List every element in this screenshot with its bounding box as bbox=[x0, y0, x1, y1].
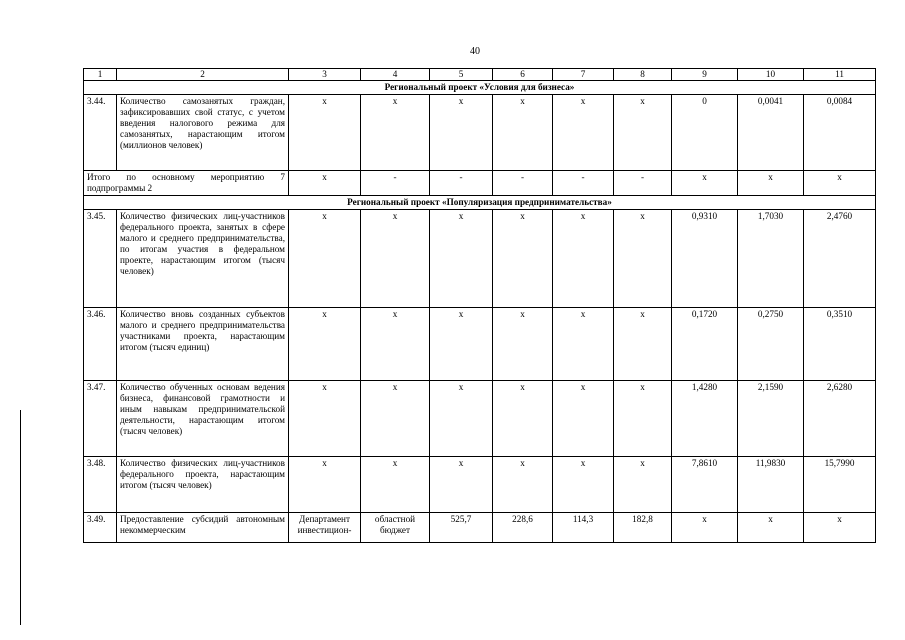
cell: - bbox=[430, 171, 493, 196]
cell: 2,4760 bbox=[804, 210, 876, 308]
cell: - bbox=[361, 171, 430, 196]
cell: х bbox=[430, 381, 493, 457]
section-title: Региональный проект «Условия для бизнеса» bbox=[84, 81, 876, 95]
cell: х bbox=[553, 381, 614, 457]
cell: х bbox=[804, 171, 876, 196]
cell: х bbox=[289, 457, 361, 513]
cell: 15,7990 bbox=[804, 457, 876, 513]
section-title: Региональный проект «Популяризация предпринимательства» bbox=[84, 196, 876, 210]
cell: 1,4280 bbox=[672, 381, 738, 457]
total-label: Итого по основному мероприятию 7 подпрограммы 2 bbox=[84, 171, 289, 196]
cell: х bbox=[614, 210, 672, 308]
cell: х bbox=[493, 308, 553, 381]
column-header: 11 bbox=[804, 69, 876, 81]
column-header: 6 bbox=[493, 69, 553, 81]
cell: 0,9310 bbox=[672, 210, 738, 308]
table-row bbox=[84, 457, 876, 513]
table-row bbox=[84, 95, 876, 171]
cell: х bbox=[493, 381, 553, 457]
cell: 11,9830 bbox=[738, 457, 804, 513]
row-number: 3.47. bbox=[84, 381, 117, 457]
section-row-popularization bbox=[84, 196, 876, 210]
indicator-name: Количество физических лиц-участников федерального проекта, нарастающим итогом (тысяч человек) bbox=[117, 457, 289, 513]
row-number: 3.45. bbox=[84, 210, 117, 308]
cell: х bbox=[361, 381, 430, 457]
cell: 0,0041 bbox=[738, 95, 804, 171]
cell: 2,1590 bbox=[738, 381, 804, 457]
cell: 0,1720 bbox=[672, 308, 738, 381]
cell: х bbox=[493, 457, 553, 513]
page-number: 40 bbox=[470, 46, 480, 57]
cell: х bbox=[553, 308, 614, 381]
row-number: 3.49. bbox=[84, 513, 117, 543]
total-row bbox=[84, 171, 876, 196]
cell: 525,7 bbox=[430, 513, 493, 543]
cell: х bbox=[614, 457, 672, 513]
cell: х bbox=[614, 95, 672, 171]
table-row bbox=[84, 210, 876, 308]
column-header: 4 bbox=[361, 69, 430, 81]
indicator-name: Количество физических лиц-участников федерального проекта, занятых в сфере малого и среднего предпринимательства, по итогам участия в федеральном проекте, нарастающим итогом (тысяч человек) bbox=[117, 210, 289, 308]
margin-line bbox=[20, 410, 21, 625]
cell: х bbox=[614, 308, 672, 381]
cell: 2,6280 bbox=[804, 381, 876, 457]
column-header: 3 bbox=[289, 69, 361, 81]
cell: х bbox=[289, 308, 361, 381]
cell: х bbox=[361, 95, 430, 171]
cell: х bbox=[361, 308, 430, 381]
cell: х bbox=[553, 210, 614, 308]
cell: х bbox=[614, 381, 672, 457]
cell: 7,8610 bbox=[672, 457, 738, 513]
cell: - bbox=[614, 171, 672, 196]
indicator-name: Количество вновь созданных субъектов малого и среднего предпринимательства участниками проекта, нарастающим итогом (тысяч единиц) bbox=[117, 308, 289, 381]
cell: х bbox=[430, 210, 493, 308]
indicator-name: Предоставление субсидий автономным некоммерческим bbox=[117, 513, 289, 543]
cell: х bbox=[672, 513, 738, 543]
funding-source-cell: областной бюджет bbox=[361, 513, 430, 543]
row-number: 3.44. bbox=[84, 95, 117, 171]
cell: х bbox=[430, 457, 493, 513]
cell: х bbox=[430, 95, 493, 171]
cell: х bbox=[553, 457, 614, 513]
cell: х bbox=[289, 210, 361, 308]
cell: 0,2750 bbox=[738, 308, 804, 381]
cell: 0,0084 bbox=[804, 95, 876, 171]
cell: х bbox=[553, 95, 614, 171]
cell: х bbox=[493, 210, 553, 308]
row-number: 3.48. bbox=[84, 457, 117, 513]
column-header: 7 bbox=[553, 69, 614, 81]
cell: х bbox=[289, 381, 361, 457]
cell: 0 bbox=[672, 95, 738, 171]
cell: 114,3 bbox=[553, 513, 614, 543]
cell: х bbox=[672, 171, 738, 196]
column-header: 1 bbox=[84, 69, 117, 81]
table-row bbox=[84, 381, 876, 457]
cell: - bbox=[553, 171, 614, 196]
cell: х bbox=[361, 457, 430, 513]
indicator-name: Количество обученных основам ведения бизнеса, финансовой грамотности и иным навыкам предпринимательской деятельности, нарастающим итогом (тысяч человек) bbox=[117, 381, 289, 457]
column-header: 8 bbox=[614, 69, 672, 81]
executor-cell: Департамент инвестицион- bbox=[289, 513, 361, 543]
indicators-table bbox=[83, 68, 876, 543]
cell: х bbox=[289, 95, 361, 171]
column-header-row bbox=[84, 69, 876, 81]
column-header: 5 bbox=[430, 69, 493, 81]
cell: х bbox=[804, 513, 876, 543]
cell: 1,7030 bbox=[738, 210, 804, 308]
cell: х bbox=[361, 210, 430, 308]
cell: х bbox=[289, 171, 361, 196]
column-header: 9 bbox=[672, 69, 738, 81]
column-header: 2 bbox=[117, 69, 289, 81]
cell: х bbox=[430, 308, 493, 381]
section-row-business bbox=[84, 81, 876, 95]
cell: х bbox=[738, 513, 804, 543]
indicator-name: Количество самозанятых граждан, зафиксировавших свой статус, с учетом введения налогового режима для самозанятых, нарастающим итогом (миллионов человек) bbox=[117, 95, 289, 171]
row-number: 3.46. bbox=[84, 308, 117, 381]
table-row bbox=[84, 308, 876, 381]
table-row bbox=[84, 513, 876, 543]
cell: - bbox=[493, 171, 553, 196]
cell: 228,6 bbox=[493, 513, 553, 543]
cell: 0,3510 bbox=[804, 308, 876, 381]
cell: х bbox=[493, 95, 553, 171]
cell: 182,8 bbox=[614, 513, 672, 543]
column-header: 10 bbox=[738, 69, 804, 81]
cell: х bbox=[738, 171, 804, 196]
